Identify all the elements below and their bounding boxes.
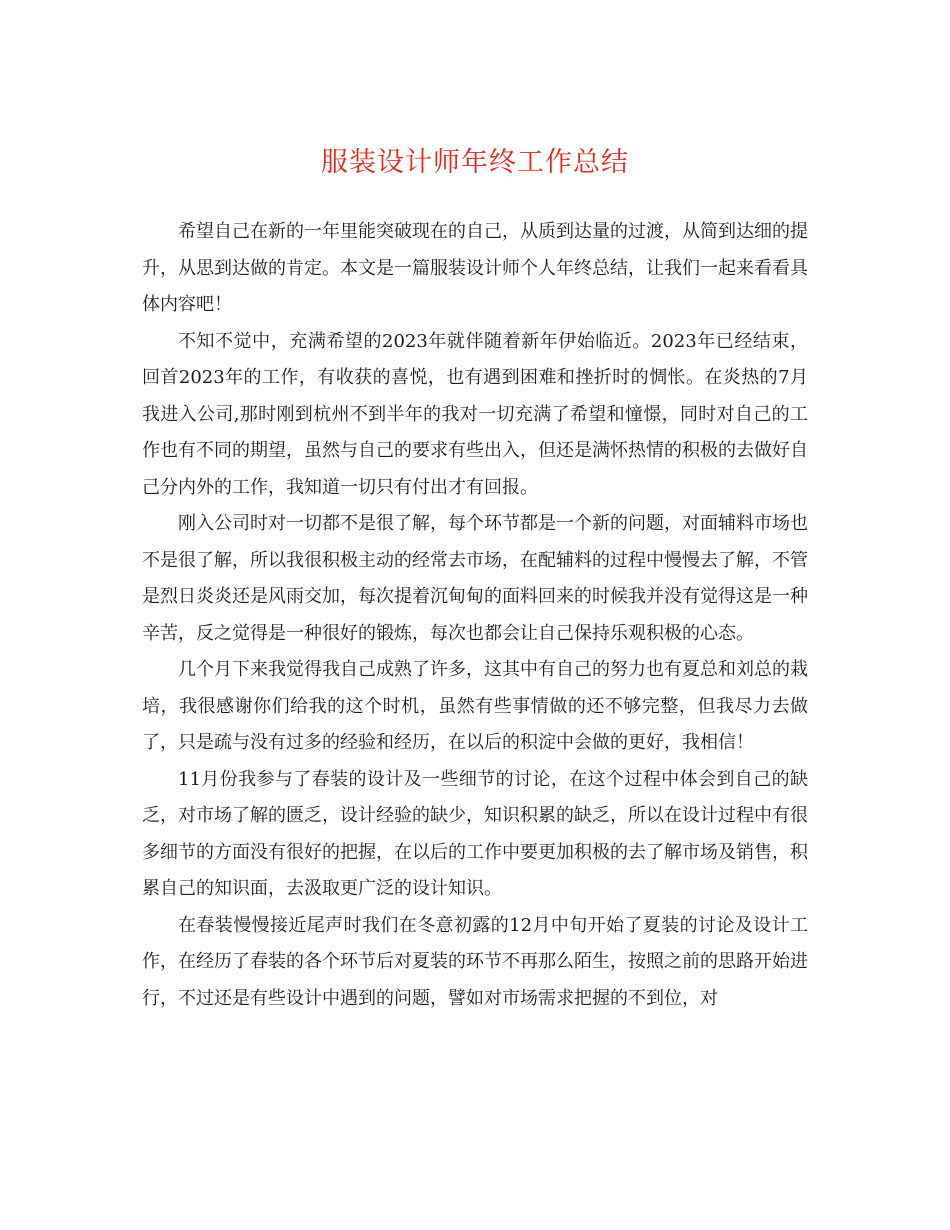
paragraph: 几个月下来我觉得我自己成熟了许多，这其中有自己的努力也有夏总和刘总的栽培，我很感谢你们给我的这个时机，虽然有些事情做的还不够完整，但我尽力去做了，只是疏与没有过多的经验和经历，在以后的积淀中会做的更好，我相信！ <box>142 659 808 753</box>
document-body <box>142 214 808 1017</box>
document-title: 服装设计师年终工作总结 <box>321 147 629 178</box>
paragraph: 刚入公司时对一切都不是很了解，每个环节都是一个新的问题，对面辅料市场也不是很了解，所以我很积极主动的经常去市场，在配辅料的过程中慢慢去了解，不管是烈日炎炎还是风雨交加，每次提着沉甸甸的面料回来的时候我并没有觉得这是一种辛苦，反之觉得是一种很好的锻炼，每次也都会让自己保持乐观积极的心态。 <box>142 513 808 644</box>
paragraph: 在春装慢慢接近尾声时我们在冬意初露的12月中旬开始了夏装的讨论及设计工作，在经历了春装的各个环节后对夏装的环节不再那么陌生，按照之前的思路开始进行，不过还是有些设计中遇到的问题，譬如对市场需求把握的不到位，对 <box>142 914 808 1009</box>
paragraph: 不知不觉中，充满希望的2023年就伴随着新年伊始临近。2023年已经结束，回首2023年的工作，有收获的喜悦，也有遇到困难和挫折时的惆怅。在炎热的7月我进入公司,那时刚到杭州不到半年的我对一切充满了希望和憧憬，同时对自己的工作也有不同的期望，虽然与自己的要求有些出入，但还是满怀热情的积极的去做好自己分内外的工作，我知道一切只有付出才有回报。 <box>142 330 808 498</box>
paragraph: 11月份我参与了春装的设计及一些细节的讨论，在这个过程中体会到自己的缺乏，对市场了解的匮乏，设计经验的缺少，知识积累的缺乏，所以在设计过程中有很多细节的方面没有很好的把握，在以后的工作中要更加积极的去了解市场及销售，积累自己的知识面，去汲取更广泛的设计知识。 <box>142 768 808 899</box>
paragraph: 希望自己在新的一年里能突破现在的自己，从质到达量的过渡，从简到达细的提升，从思到达做的肯定。本文是一篇服装设计师个人年终总结，让我们一起来看看具体内容吧！ <box>142 221 808 315</box>
